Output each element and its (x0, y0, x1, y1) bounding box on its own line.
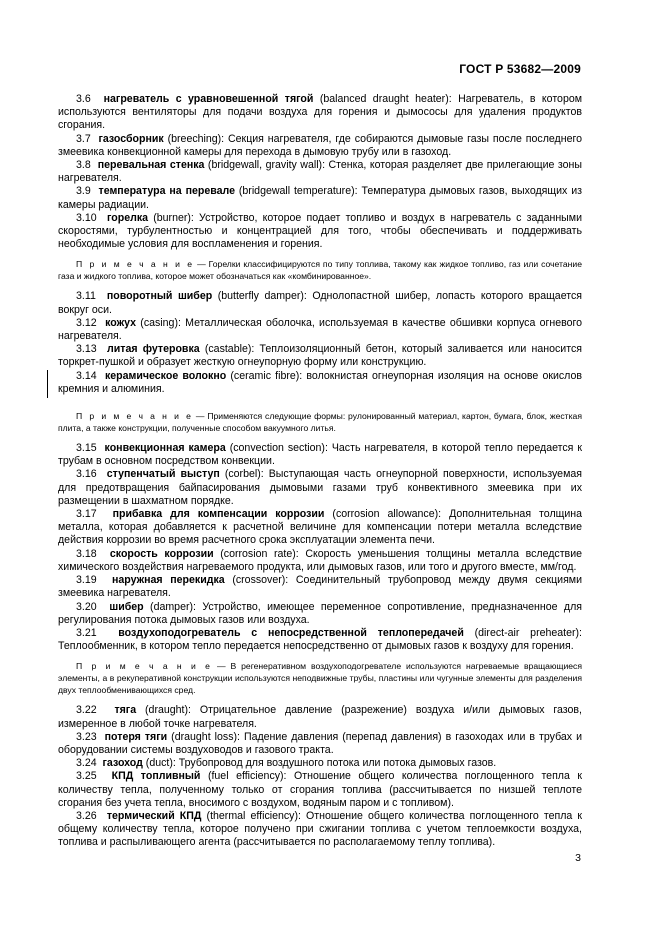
definition-entry (58, 548, 582, 574)
entry-term: потеря тяги (104, 730, 168, 743)
definition-entry (58, 731, 582, 757)
entry-definition: (direct-air preheater): Теплообменник, в котором тепло передается непосредственно от дымовых газов к воздуху для горения. (58, 626, 582, 653)
entry-term: конвекционная камера (104, 442, 226, 455)
definition-entry (58, 290, 582, 316)
entry-definition: (convection section): Часть нагревателя, в которой тепло передается к трубам в основном посредством конвекции. (58, 442, 582, 468)
entry-term: наружная перекидка (111, 574, 225, 587)
entry-definition: (ceramic fibre): волокнистая огнеупорная изоляция на основе окислов кремния и алюминия. (58, 369, 582, 395)
definitions-group (58, 290, 582, 369)
entry-term: шибер (109, 600, 144, 613)
entry-term: горелка (107, 211, 149, 224)
entry-term: поворотный шибер (106, 290, 213, 303)
entry-number: 3.17 (76, 508, 97, 521)
definition-entry (58, 704, 582, 730)
entry-number: 3.14 (76, 369, 97, 382)
entry-number: 3.24 (76, 757, 97, 770)
entry-number: 3.8 (76, 159, 91, 172)
entry-definition: (butterfly damper): Однолопастной шибер, лопасть которого вращается вокруг оси. (58, 290, 583, 316)
entry-definition: (corrosion allowance): Дополнительная толщина металла, которая добавляется к расчетной величине для компенсации потери металла вследствие действия коррозии во время расчетного срока эксплуатации элемента печи. (58, 508, 582, 547)
definition-entry (58, 442, 582, 468)
entry-number: 3.11 (76, 290, 96, 303)
entry-term: воздухоподогреватель с непосредственной теплопередачей (118, 626, 464, 639)
entry-number: 3.16 (76, 468, 97, 481)
page-number: 3 (575, 852, 581, 864)
page-content (58, 93, 582, 850)
entry-term: термический КПД (106, 809, 202, 822)
entry-number: 3.22 (76, 704, 97, 717)
entry-definition: (corrosion rate): Скорость уменьшения толщины металла вследствие химического воздействия нагреваемого продукта, или дымовых газов, или того и другого вместе, мм/год. (58, 547, 582, 573)
note (58, 258, 582, 282)
definition-entry (58, 601, 582, 627)
entry-number: 3.7 (76, 132, 91, 145)
definition-entry (58, 810, 582, 850)
entry-number: 3.10 (76, 211, 97, 224)
definition-entry (58, 508, 582, 548)
definition-entry (58, 133, 582, 159)
entry-number: 3.15 (76, 442, 97, 455)
entry-number: 3.12 (76, 316, 97, 329)
entry-definition: (balanced draught heater): Нагреватель, в котором используются вентиляторы для подачи воздуха для горения и дымососы для удаления продуктов сгорания. (58, 93, 583, 132)
note (58, 660, 582, 696)
entry-term: ступенчатый выступ (106, 468, 220, 481)
entry-term: газоход (102, 757, 143, 770)
entry-number: 3.18 (76, 547, 97, 560)
definition-entry (58, 212, 582, 252)
definitions-group (58, 93, 582, 251)
definition-entry (58, 93, 582, 133)
entry-term: перевальная стенка (97, 159, 205, 172)
entry-definition: (duct): Трубопровод для воздушного потока или потока дымовых газов. (142, 757, 497, 770)
definition-entry (58, 468, 582, 508)
entry-term: кожух (105, 316, 137, 329)
entry-definition: (draught loss): Падение давления (перепад давления) в газоходах или в трубах и оборудовании системы воздуховодов и газового тракта. (58, 730, 583, 756)
entry-number: 3.19 (76, 574, 97, 587)
definition-entry (58, 370, 582, 396)
definition-entry (58, 317, 582, 343)
entry-definition: (castable): Теплоизоляционный бетон, который заливается или наносится торкрет-пушкой и образует жесткую огнеупорную форму или конструкцию. (58, 343, 582, 369)
entry-definition: (corbel): Выступающая часть огнеупорной поверхности, используемая для предотвращения байпасирования дымовыми газами труб конвективного змеевика при их размещении в шахматном порядке. (58, 468, 582, 507)
entry-term: температура на перевале (98, 185, 235, 198)
entry-definition: (fuel efficiency): Отношение общего количества поглощенного тепла к количеству тепла, полученному только от сгорания топлива (рассчитывается по низшей теплоте сгорания без учета тепла, вносимого с воздухом, водяным паром и с топливом). (58, 770, 583, 809)
entry-definition: (breeching): Секция нагревателя, где собираются дымовые газы после последнего змеевика конвекционной камеры для перехода в дымовую трубу или в газоход. (58, 132, 582, 158)
definition-entry (58, 159, 582, 185)
entry-definition: (draught): Отрицательное давление (разрежение) воздуха и/или дымовых газов, измеренное в любой точке нагревателя. (58, 704, 583, 730)
note (58, 410, 582, 434)
entry-number: 3.25 (76, 770, 97, 783)
entry-number: 3.13 (76, 343, 97, 356)
entry-term: керамическое волокно (104, 369, 227, 382)
note-label: П р и м е ч а н и е (76, 259, 195, 270)
entry-definition: (casing): Металлическая оболочка, используемая в качестве обшивки корпуса огневого нагревателя. (58, 316, 583, 343)
entry-definition: (burner): Устройство, которое подает топливо и воздух в нагреватель с заданными скоростями, турбулентностью и концентрацией для того, чтобы обеспечивать и поддерживать необходимые условия для воспламенения и горения. (58, 211, 582, 251)
definitions-group (58, 442, 582, 653)
definition-entry (58, 185, 582, 211)
entry-term: прибавка для компенсации коррозии (112, 508, 325, 521)
note-text: — В регенеративном воздухоподогревателе используются нагреваемые вращающиеся элементы, а в рекуперативной конструкции используются неподвижные трубы, пластины или чугунные элементы для разделения двух теплообменивающихся сред. (58, 661, 582, 696)
definition-entry (58, 574, 582, 600)
entry-number: 3.6 (76, 93, 91, 105)
entry-number: 3.23 (76, 730, 97, 743)
entry-definition: (damper): Устройство, имеющее переменное сопротивление, предназначенное для регулирования потока дымовых газов или воздуха. (58, 600, 582, 626)
entry-term: газосборник (98, 132, 164, 145)
entry-term: тяга (114, 704, 137, 717)
entry-term: нагреватель с уравновешенной тягой (103, 93, 314, 105)
definition-entry (58, 770, 582, 810)
entry-term: литая футеровка (107, 343, 200, 356)
note-text: — Горелки классифицируются по типу топлива, такому как жидкое топливо, газ или сочетание газа и жидкого топлива, которое может обозначаться как «комбинированное». (58, 259, 582, 282)
note-label: П р и м е ч а н и е (76, 661, 213, 672)
entry-number: 3.26 (76, 809, 97, 822)
definition-entry (58, 627, 582, 653)
entry-number: 3.20 (76, 600, 97, 613)
standard-header: ГОСТ Р 53682—2009 (459, 62, 581, 76)
entry-definition: (bridgewall temperature): Температура дымовых газов, выходящих из камеры радиации. (58, 185, 582, 211)
definition-entry (58, 757, 582, 770)
entry-term: скорость коррозии (109, 547, 214, 560)
entry-definition: (bridgewall, gravity wall): Стенка, которая разделяет две прилегающие зоны нагревателя. (58, 159, 583, 185)
note-text: — Применяются следующие формы: рулонированный материал, картон, бумага, блок, жесткая плита, а также конструкции, полученные способом вакуумного литья. (58, 411, 582, 434)
entry-definition: (crossover): Соединительный трубопровод между двумя секциями змеевика нагревателя. (58, 574, 583, 600)
entry-definition: (thermal efficiency): Отношение общего количества поглощенного тепла к общему количеству тепла, которое получено при сжигании топлива с учетом теплоемкости воздуха, топлива и распыливающего агента (рассчитывается по располагаемому теплу топлива). (58, 809, 583, 849)
entry-number: 3.21 (76, 626, 97, 639)
definition-entry (58, 343, 582, 369)
entry-term: КПД топливный (111, 770, 201, 783)
definitions-group (58, 704, 582, 849)
entry-number: 3.9 (76, 185, 91, 198)
changed-block (58, 370, 582, 396)
change-bar (47, 370, 48, 398)
note-label: П р и м е ч а н и е (76, 411, 194, 422)
